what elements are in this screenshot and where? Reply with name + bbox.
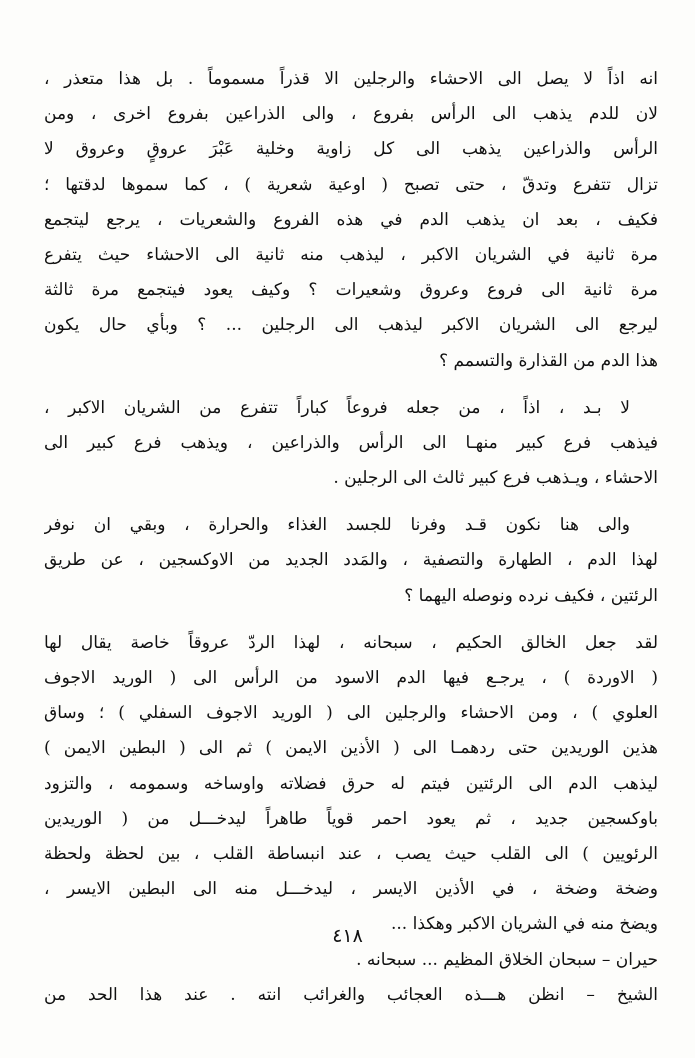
paragraph-1-line-9: هذا الدم من القذارة والتسمم ؟ <box>439 350 658 371</box>
paragraph-1-line-8: ليرجع الى الشريان الاكبر ليذهب الى الرجلين ... ؟ وبأي حال يكون <box>44 315 658 336</box>
paragraph-1-line-5: فكيف ، بعد ان يذهب الدم في هذه الفروع والشعريات ، يرجع ليتجمع <box>44 209 658 230</box>
paragraph-4-line-9: ويضخ منه في الشريان الاكبر وهكذا ... <box>390 914 658 935</box>
paragraph-1-line-7: مرة ثانية الى فروع وعروق وشعيرات ؟ وكيف يعود فيتجمع مرة ثالثة <box>44 280 658 301</box>
paragraph-1-line-6: مرة ثانية في الشريان الاكبر ، ليذهب منه ثانية الى الاحشاء حيث يتفرع <box>44 244 658 265</box>
page-number: ٤١٨ <box>332 925 363 947</box>
paragraph-3-line-2: لهذا الدم ، الطهارة والتصفية ، والمَدد الجديد من الاوكسجين ، عن طريق <box>44 550 658 571</box>
paragraph-1-line-4: تزال تتفرع وتدقّ ، حتى تصبح ( اوعية شعرية ) ، كما سموها لدقتها ؛ <box>44 174 658 195</box>
paragraph-4-line-2: ( الاوردة ) ، يرجـع فيها الدم الاسود من الرأس الى ( الوريد الاجوف <box>44 668 658 688</box>
paragraph-gap <box>44 379 658 391</box>
paragraph-4-line-6: باوكسجين جديد ، ثم يعود احمر قوياً طاهراً ليدخـــل من ( الوريدين <box>44 808 658 829</box>
page-body-text <box>44 62 658 1013</box>
paragraph-2-line-1: لا بـد ، اذاً ، من جعله فروعاً كباراً تتفرع من الشريان الاكبر ، <box>44 397 630 418</box>
paragraph-4-line-1: لقد جعل الخالق الحكيم ، سبحانه ، لهذا الردّ عروقاً خاصة يقال لها <box>44 632 658 653</box>
paragraph-3-line-3: الرئتين ، فكيف نرده ونوصله اليهما ؟ <box>404 585 658 606</box>
paragraph-1-line-2: لان للدم يذهب الى الرأس بفروع ، والى الذراعين بفروع اخرى ، ومن <box>44 104 658 125</box>
paragraph-4-line-3: العلوي ) ، ومن الاحشاء والرجلين الى ( الوريد الاجوف السفلي ) ؛ وساق <box>44 703 658 724</box>
paragraph-2-line-3: الاحشاء ، ويـذهب فرع كبير ثالث الى الرجلين . <box>333 468 658 489</box>
paragraph-gap <box>44 614 658 626</box>
paragraph-gap <box>44 496 658 508</box>
paragraph-3-line-1: والى هنا نكون قـد وفرنا للجسد الغذاء والحرارة ، وبقي ان نوفر <box>44 515 630 536</box>
paragraph-4-line-8: وضخة وضخة ، في الأذين الايسر ، ليدخـــل منه الى البطين الايسر ، <box>44 879 658 900</box>
paragraph-1-line-3: الرأس والذراعين يذهب الى كل زاوية وخلية عَبْرَ عروقٍ وعروق لا <box>44 139 658 160</box>
paragraph-4-line-7: الرئويين ) الى القلب حيث يصب ، عند انبساطة القلب ، بين لحظة ولحظة <box>44 843 658 864</box>
paragraph-1-line-1: انه اذاً لا يصل الى الاحشاء والرجلين الا قذراً مسموماً . بل هذا متعذر ، <box>44 69 658 89</box>
dialogue-line-sheikh: الشيخ – انظن هـــذه العجائب والغرائب انته . عند هذا الحد من <box>44 984 658 1005</box>
dialogue-line-hayran: حيران – سبحان الخلاق المظيم ... سبحانه . <box>356 949 658 970</box>
paragraph-2-line-2: فيذهب فرع كبير منهـا الى الرأس والذراعين ، ويذهب فرع كبير الى <box>44 432 658 453</box>
paragraph-4-line-4: هذين الوريدين حتى ردهمـا الى ( الأذين الايمن ) ثم الى ( البطين الايمن ) <box>44 738 658 759</box>
paragraph-4-line-5: ليذهب الدم الى الرئتين فيتم له حرق فضلاته واوساخه وسمومه ، والتزود <box>44 773 658 794</box>
